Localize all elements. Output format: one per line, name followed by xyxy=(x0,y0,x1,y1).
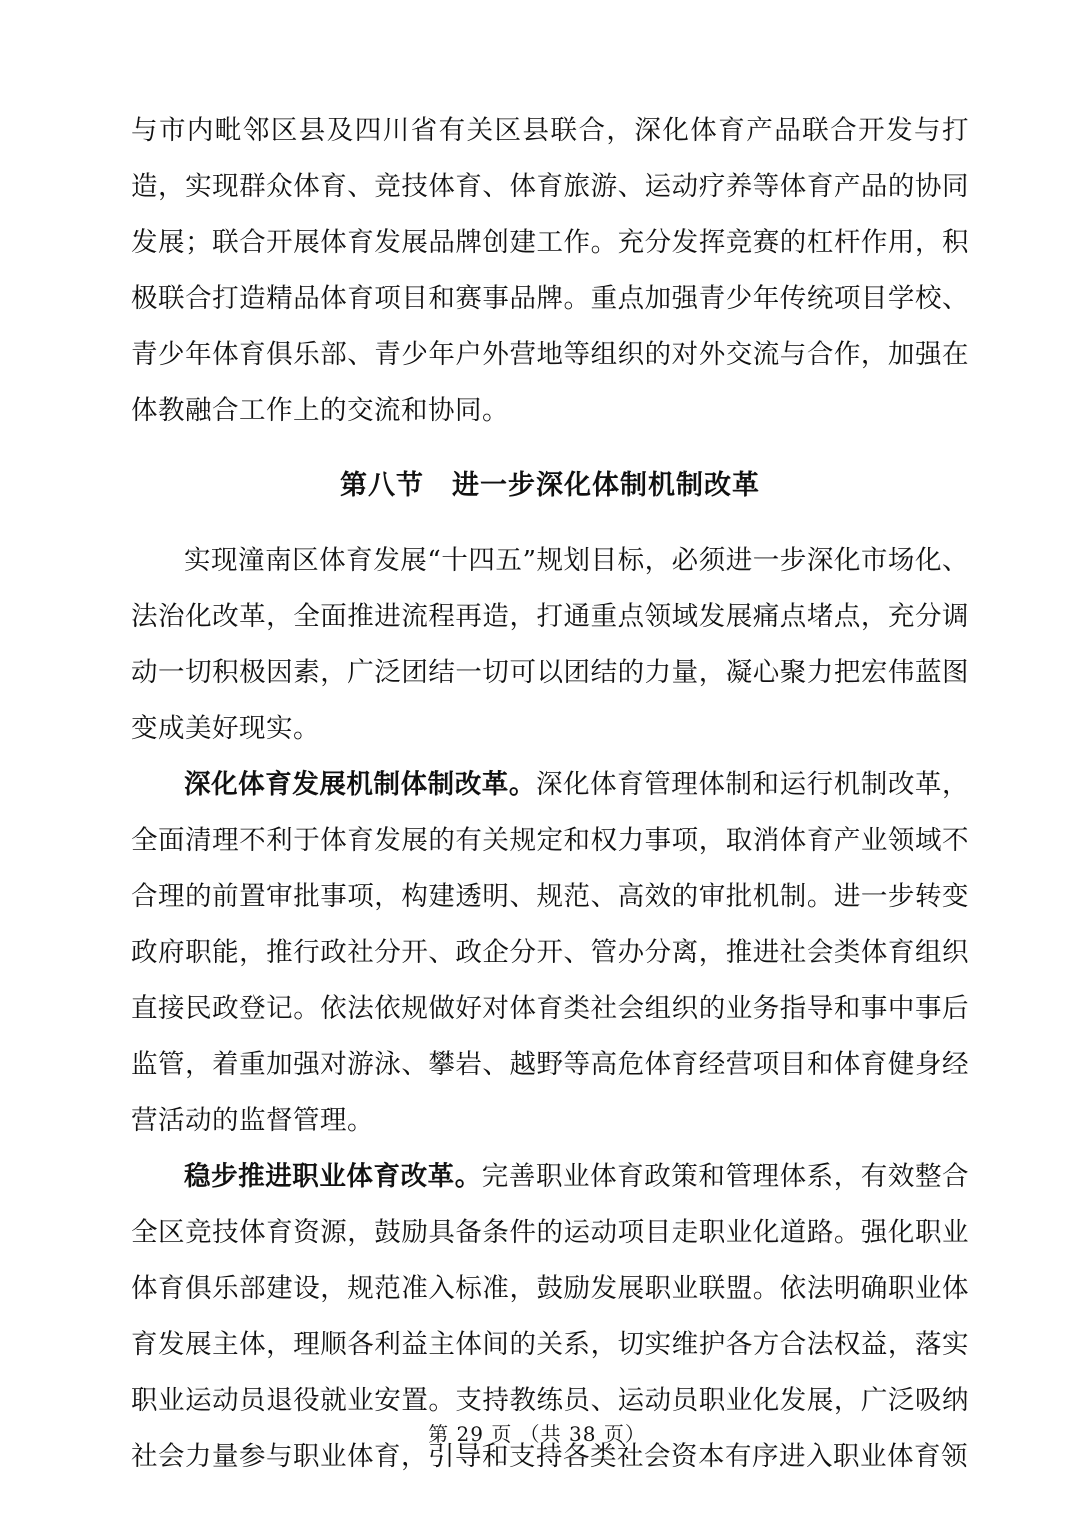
page-footer: 第 29 页 （共 38 页） xyxy=(428,1422,646,1446)
pro-sports-paragraph-body: 完善职业体育政策和管理体系，有效整合全区竞技体育资源，鼓励具备条件的运动项目走职业化道路。强化职业体育俱乐部建设，规范准入标准，鼓励发展职业联盟。依法明确职业体育发展主体，理顺各利益主体间的关系，切实维护各方合法权益，落实职业运动员退役就业安置。支持教练员、运动员职业化发展，广泛吸纳社会力量参与职业体育，引导和支持各类社会资本有序进入职业体育领 xyxy=(131,1161,970,1472)
pro-sports-paragraph-lead: 稳步推进职业体育改革。 xyxy=(184,1161,482,1192)
section-heading: 第八节 进一步深化体制机制改革 xyxy=(340,470,760,501)
reform-paragraph-body: 深化体育管理体制和运行机制改革，全面清理不利于体育发展的有关规定和权力事项，取消体育产业领域不合理的前置审批事项，构建透明、规范、高效的审批机制。进一步转变政府职能，推行政社分开、政企分开、管办分离，推进社会类体育组织直接民政登记。依法依规做好对体育类社会组织的业务指导和事中事后监管，着重加强对游泳、攀岩、越野等高危体育经营项目和体育健身经营活动的监督管理。 xyxy=(131,769,970,1136)
reform-paragraph-lead: 深化体育发展机制体制改革。 xyxy=(184,769,536,800)
reform-paragraph xyxy=(131,757,969,1149)
page-content xyxy=(131,103,969,1485)
intro-paragraph: 实现潼南区体育发展“十四五”规划目标，必须进一步深化市场化、法治化改革，全面推进流程再造，打通重点领域发展痛点堵点，充分调动一切积极因素，广泛团结一切可以团结的力量，凝心聚力把宏伟蓝图变成美好现实。 xyxy=(131,545,969,744)
paragraph-continued: 与市内毗邻区县及四川省有关区县联合，深化体育产品联合开发与打造，实现群众体育、竞技体育、体育旅游、运动疗养等体育产品的协同发展；联合开展体育发展品牌创建工作。充分发挥竞赛的杠杆作用，积极联合打造精品体育项目和赛事品牌。重点加强青少年传统项目学校、青少年体育俱乐部、青少年户外营地等组织的对外交流与合作，加强在体教融合工作上的交流和协同。 xyxy=(131,115,969,426)
